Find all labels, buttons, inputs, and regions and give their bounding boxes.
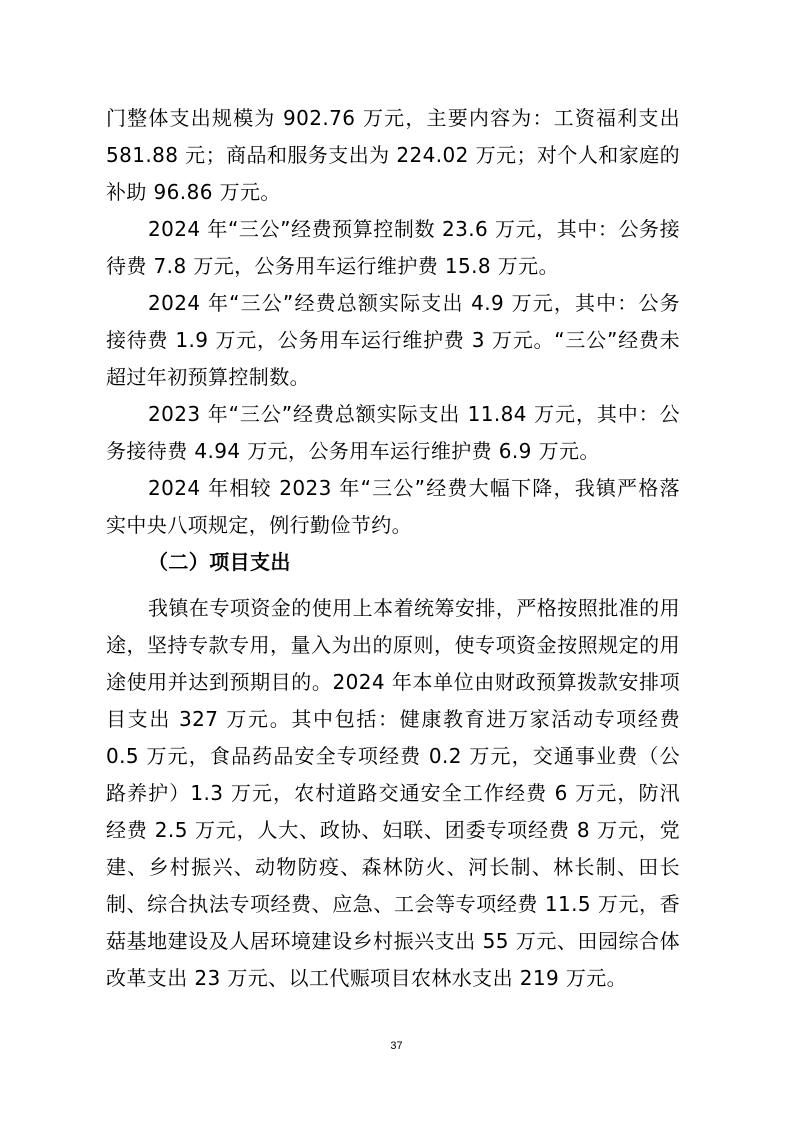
paragraph-2024-actual: 2024 年“三公”经费总额实际支出 4.9 万元，其中：公务接待费 1.9 万元，公务用车运行维护费 3 万元。“三公”经费未超过年初预算控制数。 <box>106 291 680 389</box>
section-heading: （二）项目支出 <box>148 550 291 574</box>
paragraph-comparison: 2024 年相较 2023 年“三公”经费大幅下降，我镇严格落实中央八项规定，例行勤俭节约。 <box>106 476 680 537</box>
paragraph-expenditure-scale: 门整体支出规模为 902.76 万元，主要内容为：工资福利支出 581.88 元；商品和服务支出为 224.02 万元；对个人和家庭的补助 96.86 万元。 <box>106 106 680 204</box>
page-number: 37 <box>390 1040 403 1052</box>
paragraph-2024-budget: 2024 年“三公”经费预算控制数 23.6 万元，其中：公务接待费 7.8 万元，公务用车运行维护费 15.8 万元。 <box>106 217 680 278</box>
paragraph-project-expenditure: 我镇在专项资金的使用上本着统筹安排，严格按照批准的用途，坚持专款专用，量入为出的原则，使专项资金按照规定的用途使用并达到预期目的。2024 年本单位由财政预算拨款安排项目支出 327 万元。其中包括：健康教育进万家活动专项经费 0.5 万元，食品药品安全专项经费 0.2 万元，交通事业费（公路养护）1.3 万元，农村道路交通安全工作经费 6 万元，防汛经费 2.5 万元，人大、政协、妇联、团委专项经费 8 万元，党建、乡村振兴、动物防疫、森林防火、河长制、林长制、田长制、综合执法专项经费、应急、工会等专项经费 11.5 万元，香菇基地建设及人居环境建设乡村振兴支出 55 万元、田园综合体改革支出 23 万元、以工代赈项目农林水支出 219 万元。 <box>106 596 680 990</box>
paragraph-2023-actual: 2023 年“三公”经费总额实际支出 11.84 万元，其中：公务接待费 4.94 万元，公务用车运行维护费 6.9 万元。 <box>106 402 680 463</box>
